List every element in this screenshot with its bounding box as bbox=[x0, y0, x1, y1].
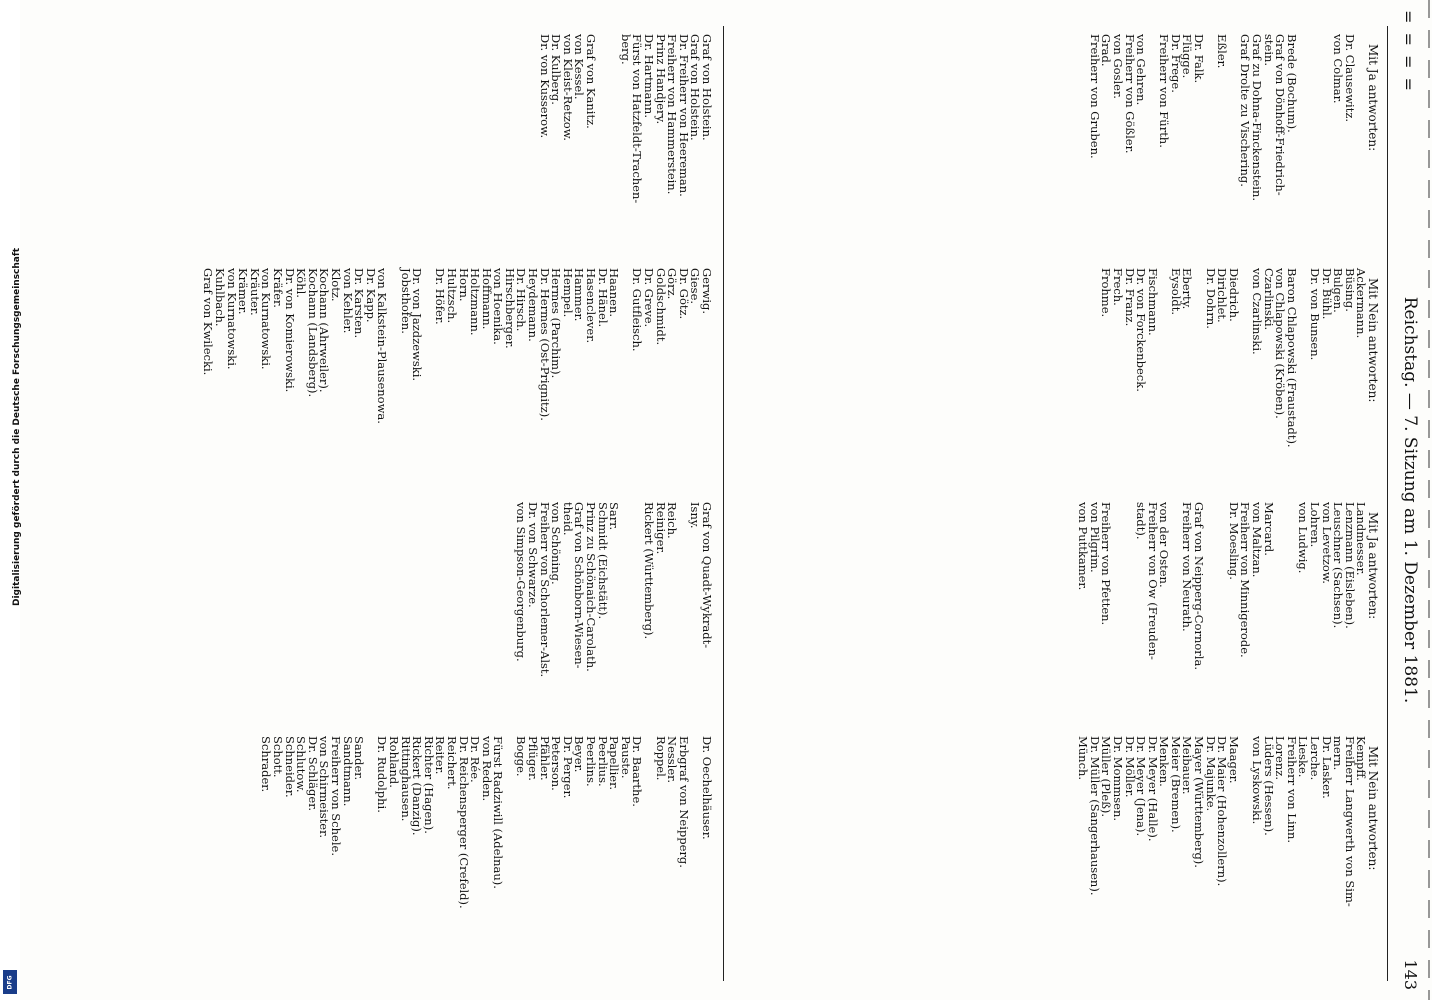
name-entry: theid. bbox=[560, 502, 575, 536]
name-entry: Dr. Rudolphi. bbox=[375, 736, 390, 813]
name-entry bbox=[642, 736, 654, 976]
name-entry: Dr. Meyer (Halle). bbox=[1145, 736, 1160, 842]
name-entry: Peterson. bbox=[549, 736, 564, 791]
name-entry: von Kleist-Retzow. bbox=[560, 34, 575, 141]
name-entry: Dr. Kulberg. bbox=[549, 34, 564, 105]
name-entry: Freiherr von Gößler. bbox=[1122, 34, 1137, 154]
name-entry: von Schöning. bbox=[549, 502, 564, 585]
dfg-logo-text: DFG bbox=[6, 974, 14, 990]
name-entry: Eßler. bbox=[1215, 34, 1230, 69]
name-entry: von Simpson-Georgenburg. bbox=[514, 502, 529, 662]
name-entry bbox=[608, 34, 620, 264]
name-entry: Giese. bbox=[688, 268, 703, 305]
name-entry: Dr. Hirsch. bbox=[514, 268, 529, 332]
name-entry: Rickert (Danzig). bbox=[410, 736, 425, 836]
name-entry: Dr. Baarthe. bbox=[630, 736, 645, 807]
name-entry: Pauste. bbox=[618, 736, 633, 779]
name-entry: Freiherr Langwerth von Sim- bbox=[1342, 736, 1357, 907]
name-entry: Fürst von Hatzfeldt-Trachen- bbox=[630, 34, 645, 204]
name-entry: Freiherr von Gruben. bbox=[1087, 34, 1102, 159]
name-entry: von Reden. bbox=[479, 736, 494, 802]
name-entry: Rittinghausen. bbox=[398, 736, 413, 822]
name-entry: Kochann (Landsberg). bbox=[305, 268, 320, 398]
name-entry: Erbgraf von Neipperg. bbox=[676, 736, 691, 868]
name-entry: Rickert (Württemberg). bbox=[642, 502, 657, 640]
name-entry: Dr. Hänel. bbox=[595, 268, 610, 328]
name-entry: Rohland. bbox=[386, 736, 401, 788]
name-entry: Freiherr von Hammerstein. bbox=[665, 34, 680, 195]
name-entry: Dr. Majunke. bbox=[1203, 736, 1218, 812]
name-entry: Goldschmidt. bbox=[653, 268, 668, 346]
name-entry: Graf von Kwilecki. bbox=[201, 268, 216, 376]
name-entry: Lerche. bbox=[1308, 736, 1323, 781]
name-entry: Beyer. bbox=[572, 736, 587, 773]
name-entry: von Chlapowski (Kröben). bbox=[1273, 268, 1288, 419]
name-entry: Eberty. bbox=[1180, 268, 1195, 310]
name-entry: von Pilgrim. bbox=[1087, 502, 1102, 573]
name-entry: Hoffmann. bbox=[479, 268, 494, 330]
name-entry: Dr. Maier (Hohenzollern). bbox=[1215, 736, 1230, 887]
name-entry: Schott. bbox=[271, 736, 286, 778]
name-entry: Menken. bbox=[1157, 736, 1172, 787]
name-entry: Reichert. bbox=[444, 736, 459, 790]
page-number: 143 bbox=[1401, 959, 1420, 990]
name-entry: Freiherr von Ow (Freuden- bbox=[1145, 502, 1160, 660]
header-title: Reichstag. — 7. Sitzung am 1. Dezember 1881. bbox=[1400, 296, 1420, 704]
name-entry: Pflüger. bbox=[526, 736, 541, 781]
name-entry: Czarlinski. bbox=[1261, 268, 1276, 331]
name-entry bbox=[1216, 502, 1228, 732]
header-rule bbox=[1387, 26, 1388, 981]
name-entry: Mayer (Württemberg). bbox=[1192, 736, 1207, 868]
name-entry: Roppel. bbox=[653, 736, 668, 781]
name-entry: Nessler. bbox=[665, 736, 680, 784]
name-entry: Gerwig. bbox=[700, 268, 714, 315]
name-entry: Dr. Dohrn. bbox=[1203, 268, 1218, 329]
name-entry: Graf von Kanitz. bbox=[584, 34, 599, 129]
bottom-column-3 bbox=[515, 502, 712, 732]
name-entry: Dr. Müller (Sangerhausen). bbox=[1087, 736, 1102, 896]
name-entry: von Gehren. bbox=[1134, 34, 1149, 106]
name-entry: Ackermann. bbox=[1354, 268, 1369, 339]
name-entry: Dr. von Komierowski. bbox=[282, 268, 297, 393]
name-entry: Dr. Hartmann. bbox=[642, 34, 657, 118]
name-entry: von Ludwig. bbox=[1296, 502, 1311, 574]
name-entry: Richter (Hagen). bbox=[421, 736, 436, 834]
name-entry: Maager. bbox=[1226, 736, 1241, 784]
name-entry: Dr. von Kusserow. bbox=[537, 34, 552, 139]
name-entry bbox=[1227, 34, 1239, 264]
page-header bbox=[1394, 0, 1424, 1000]
name-entry: Kuhlbach. bbox=[213, 268, 228, 327]
name-entry bbox=[619, 502, 631, 732]
name-entry: berg. bbox=[618, 34, 633, 65]
name-entry: Graf von Schönborn-Wiesen- bbox=[572, 502, 587, 669]
name-entry: Dr. Franz. bbox=[1122, 268, 1137, 327]
name-entry: Dr. Oechelhäuser. bbox=[700, 736, 714, 840]
name-entry: Lorenz. bbox=[1273, 736, 1288, 780]
name-entry: Hammer. bbox=[572, 268, 587, 322]
name-entry: mern. bbox=[1331, 736, 1346, 771]
name-entry: Köhl. bbox=[294, 268, 309, 298]
name-entry: stadt). bbox=[1134, 502, 1149, 540]
name-entry: Heydemann. bbox=[526, 268, 541, 342]
name-entry bbox=[387, 268, 399, 498]
name-entry bbox=[1123, 502, 1135, 732]
name-entry: Flügge. bbox=[1180, 34, 1195, 79]
name-entry bbox=[1169, 502, 1181, 732]
name-entry bbox=[1111, 502, 1123, 732]
digitization-credit-strip bbox=[0, 0, 20, 1000]
name-entry: Krämer. bbox=[236, 268, 251, 315]
name-entry: Hirschberger. bbox=[502, 268, 517, 349]
name-entry: Graf von Dönhoff-Friedrich- bbox=[1273, 34, 1288, 196]
name-entry: Lenzmann (Eisleben). bbox=[1342, 502, 1357, 629]
name-entry: Kräfer. bbox=[271, 268, 286, 308]
name-entry: Kräuter. bbox=[247, 268, 262, 316]
name-entry: Peerlius. bbox=[595, 736, 610, 787]
name-entry: Jobsthofen. bbox=[398, 268, 413, 334]
name-entry: von Kehler. bbox=[340, 268, 355, 334]
name-entry: Hasenclever. bbox=[584, 268, 599, 344]
name-entry bbox=[1308, 34, 1320, 264]
name-entry: Dr. von Bunsen. bbox=[1308, 268, 1323, 361]
name-entry: Dr. von Schwarze. bbox=[526, 502, 541, 608]
name-entry: Dr. Götz. bbox=[676, 268, 691, 320]
name-entry: von Levetzow. bbox=[1319, 502, 1334, 584]
name-entry: Mit Nein antworten: bbox=[1366, 746, 1380, 871]
name-entry: Eysoldt. bbox=[1168, 268, 1183, 316]
name-entry: Mit Nein antworten: bbox=[1366, 278, 1380, 403]
name-entry: von Colmar. bbox=[1331, 34, 1346, 104]
name-entry: Dr. Gutfleisch. bbox=[630, 268, 645, 352]
bottom-column-2 bbox=[202, 268, 712, 498]
name-entry: Schmidt (Eichstätt). bbox=[595, 502, 610, 620]
name-entry: Graf zu Dohna-Finckenstein. bbox=[1250, 34, 1265, 202]
name-entry: Hermes (Parchim). bbox=[549, 268, 564, 379]
name-entry: Dr. Mommsen. bbox=[1110, 736, 1125, 822]
name-entry: Leuschner (Sachsen). bbox=[1331, 502, 1346, 629]
name-entry: Dirichlet. bbox=[1215, 268, 1230, 323]
middle-rule bbox=[723, 26, 724, 981]
name-entry: Meibauer. bbox=[1180, 736, 1195, 795]
name-entry: von der Osten. bbox=[1157, 502, 1172, 588]
name-entry: von Puttkamer. bbox=[1076, 502, 1091, 591]
name-entry: Pfähler. bbox=[537, 736, 552, 781]
name-entry: Papellier. bbox=[607, 736, 622, 790]
name-entry: Dr. Moesling. bbox=[1226, 502, 1241, 580]
name-entry: Diedrich. bbox=[1226, 268, 1241, 322]
name-entry: Schneider. bbox=[282, 736, 297, 798]
name-entry: Dr. Bühl. bbox=[1319, 268, 1334, 320]
name-entry: Freiherr von Linn. bbox=[1284, 736, 1299, 844]
name-entry: Graf von Neipperg-Cornorla. bbox=[1192, 502, 1207, 670]
name-entry: von Lyskowski. bbox=[1250, 736, 1265, 825]
name-entry: Reiter. bbox=[433, 736, 448, 775]
name-entry: von Kessel. bbox=[572, 34, 587, 100]
name-entry: von Schirmeister. bbox=[317, 736, 332, 838]
name-entry: Hultzsch. bbox=[444, 268, 459, 324]
name-entry: Isny. bbox=[688, 502, 703, 529]
name-entry: Fischmann. bbox=[1145, 268, 1160, 336]
name-entry: Dr. Reichensperger (Crefeld). bbox=[456, 736, 471, 909]
name-entry: von Gosler. bbox=[1110, 34, 1125, 99]
name-entry: Baron Chlapowski (Fraustadt). bbox=[1284, 268, 1299, 448]
name-entry: Brede (Bochum). bbox=[1284, 34, 1299, 133]
name-entry: Hempel. bbox=[560, 268, 575, 318]
name-entry: Prinz zu Schönaich-Carolath. bbox=[584, 502, 599, 672]
name-entry: Marcard. bbox=[1261, 502, 1276, 556]
name-entry bbox=[1193, 268, 1205, 498]
name-entry: Mit Ja antworten: bbox=[1366, 512, 1380, 620]
name-entry: Freiherr von Fürth. bbox=[1157, 34, 1172, 148]
name-entry: Münch. bbox=[1076, 736, 1091, 781]
name-entry: Haanen. bbox=[607, 268, 622, 318]
name-entry: von Kurnatowski. bbox=[224, 268, 239, 370]
name-entry: Kempff. bbox=[1354, 736, 1369, 781]
name-entry: Dr. Meyer (Jena). bbox=[1134, 736, 1149, 837]
name-entry: Horn. bbox=[456, 268, 471, 302]
bottom-column-1 bbox=[538, 34, 712, 264]
name-entry: Frech. bbox=[1110, 268, 1125, 306]
name-entry: Fürst Radziwill (Adelnau). bbox=[491, 736, 506, 889]
name-entry: Peerlins. bbox=[584, 736, 599, 787]
name-entry: Sander. bbox=[352, 736, 367, 781]
name-entry: Dr. Frege. bbox=[1168, 34, 1183, 93]
name-entry: Görz. bbox=[665, 268, 680, 300]
name-entry: Freiherr von Schele. bbox=[329, 736, 343, 856]
name-entry: Dr. Schläger. bbox=[305, 736, 320, 812]
name-entry: Dr. Perger. bbox=[560, 736, 575, 799]
top-column-2 bbox=[1100, 268, 1378, 498]
name-entry: Graf von Holstein. bbox=[688, 34, 703, 141]
page-edge-marks bbox=[1428, 0, 1430, 1000]
name-entry: Schrader. bbox=[259, 736, 274, 793]
name-entry: Dr. Greve. bbox=[642, 268, 657, 328]
name-entry: von Kurnatowski. bbox=[259, 268, 274, 370]
name-entry: Dr. Rée. bbox=[468, 736, 483, 783]
name-entry: Reich. bbox=[665, 502, 680, 539]
name-entry: von Czarlinski. bbox=[1250, 268, 1265, 355]
top-column-4 bbox=[1077, 736, 1378, 976]
name-entry: Freiherr von Pfetten. bbox=[1099, 502, 1114, 626]
name-entry: Dr. Freiherr von Heereman. bbox=[676, 34, 691, 197]
name-entry: Grad. bbox=[1099, 34, 1114, 67]
name-entry: Freiherr von Minnigerode. bbox=[1238, 502, 1253, 658]
name-entry: stein. bbox=[1261, 34, 1276, 67]
top-column-1 bbox=[1088, 34, 1378, 264]
name-entry: Graf von Holstein. bbox=[700, 34, 714, 141]
name-entry: Freiherr von Schorlemer-Alst. bbox=[537, 502, 552, 678]
name-entry bbox=[503, 736, 515, 976]
dfg-logo bbox=[3, 970, 17, 994]
name-entry: Kochann (Ahrweiler). bbox=[317, 268, 332, 393]
name-entry: Dr. Höfer. bbox=[433, 268, 448, 325]
name-entry: Sarr. bbox=[607, 502, 622, 531]
name-entry: Dr. Kapp. bbox=[363, 268, 378, 323]
name-entry: Landmesser. bbox=[1354, 502, 1369, 576]
name-entry: Dr. Clausewitz. bbox=[1342, 34, 1357, 123]
name-entry: Prinz Handjery. bbox=[653, 34, 668, 125]
name-entry: Mit Ja antworten: bbox=[1366, 44, 1380, 152]
name-entry: Dr. Falk. bbox=[1192, 34, 1207, 84]
header-left-rules: = = = = bbox=[1399, 10, 1418, 93]
name-entry: Holtzmann. bbox=[468, 268, 483, 336]
name-entry: Reiniger. bbox=[653, 502, 668, 555]
name-entry: Dr. Hermes (Ost-Prignitz). bbox=[537, 268, 552, 421]
name-entry: Müller (Pleß). bbox=[1099, 736, 1114, 818]
name-entry: Dr. von Forckenbeck. bbox=[1134, 268, 1149, 392]
name-entry: Lohren. bbox=[1308, 502, 1323, 548]
name-entry: Frohme. bbox=[1099, 268, 1114, 318]
name-entry: Freiherr von Neurath. bbox=[1180, 502, 1195, 632]
name-entry: Dr. Karsten. bbox=[352, 268, 367, 339]
name-entry: Graf von Quadt-Wykradt- bbox=[700, 502, 714, 649]
name-entry: von Hoenika. bbox=[491, 268, 506, 345]
name-entry: Lüders (Hessen). bbox=[1261, 736, 1276, 836]
name-entry: Sandtmann. bbox=[340, 736, 355, 807]
name-entry: Dr. Lasker. bbox=[1319, 736, 1334, 799]
name-entry: Bulgen. bbox=[1331, 268, 1346, 313]
name-entry: Dr. von Jazdzewski. bbox=[410, 268, 425, 382]
name-entry bbox=[1285, 502, 1297, 732]
name-entry bbox=[631, 502, 643, 732]
name-entry bbox=[1320, 34, 1332, 264]
name-entry: Klotz. bbox=[329, 268, 343, 302]
digitization-credit-text: Digitalisierung gefördert durch die Deutsche Forschungsgemeinschaft bbox=[12, 247, 22, 606]
bottom-column-4 bbox=[260, 736, 712, 976]
name-entry: Lieske. bbox=[1296, 736, 1311, 778]
name-entry: Dr. Möller. bbox=[1122, 736, 1137, 798]
name-entry: von Kalkstein-Plausenowa. bbox=[375, 268, 390, 424]
name-entry: Bogge. bbox=[514, 736, 529, 777]
top-column-3 bbox=[1077, 502, 1378, 732]
name-entry: Schlutow. bbox=[294, 736, 309, 793]
name-entry: Graf Drolte zu Vischering. bbox=[1238, 34, 1253, 187]
name-entry: Meier (Bremen). bbox=[1168, 736, 1183, 833]
name-entry: Büsing. bbox=[1342, 268, 1357, 312]
name-entry: von Maltzan. bbox=[1250, 502, 1265, 578]
